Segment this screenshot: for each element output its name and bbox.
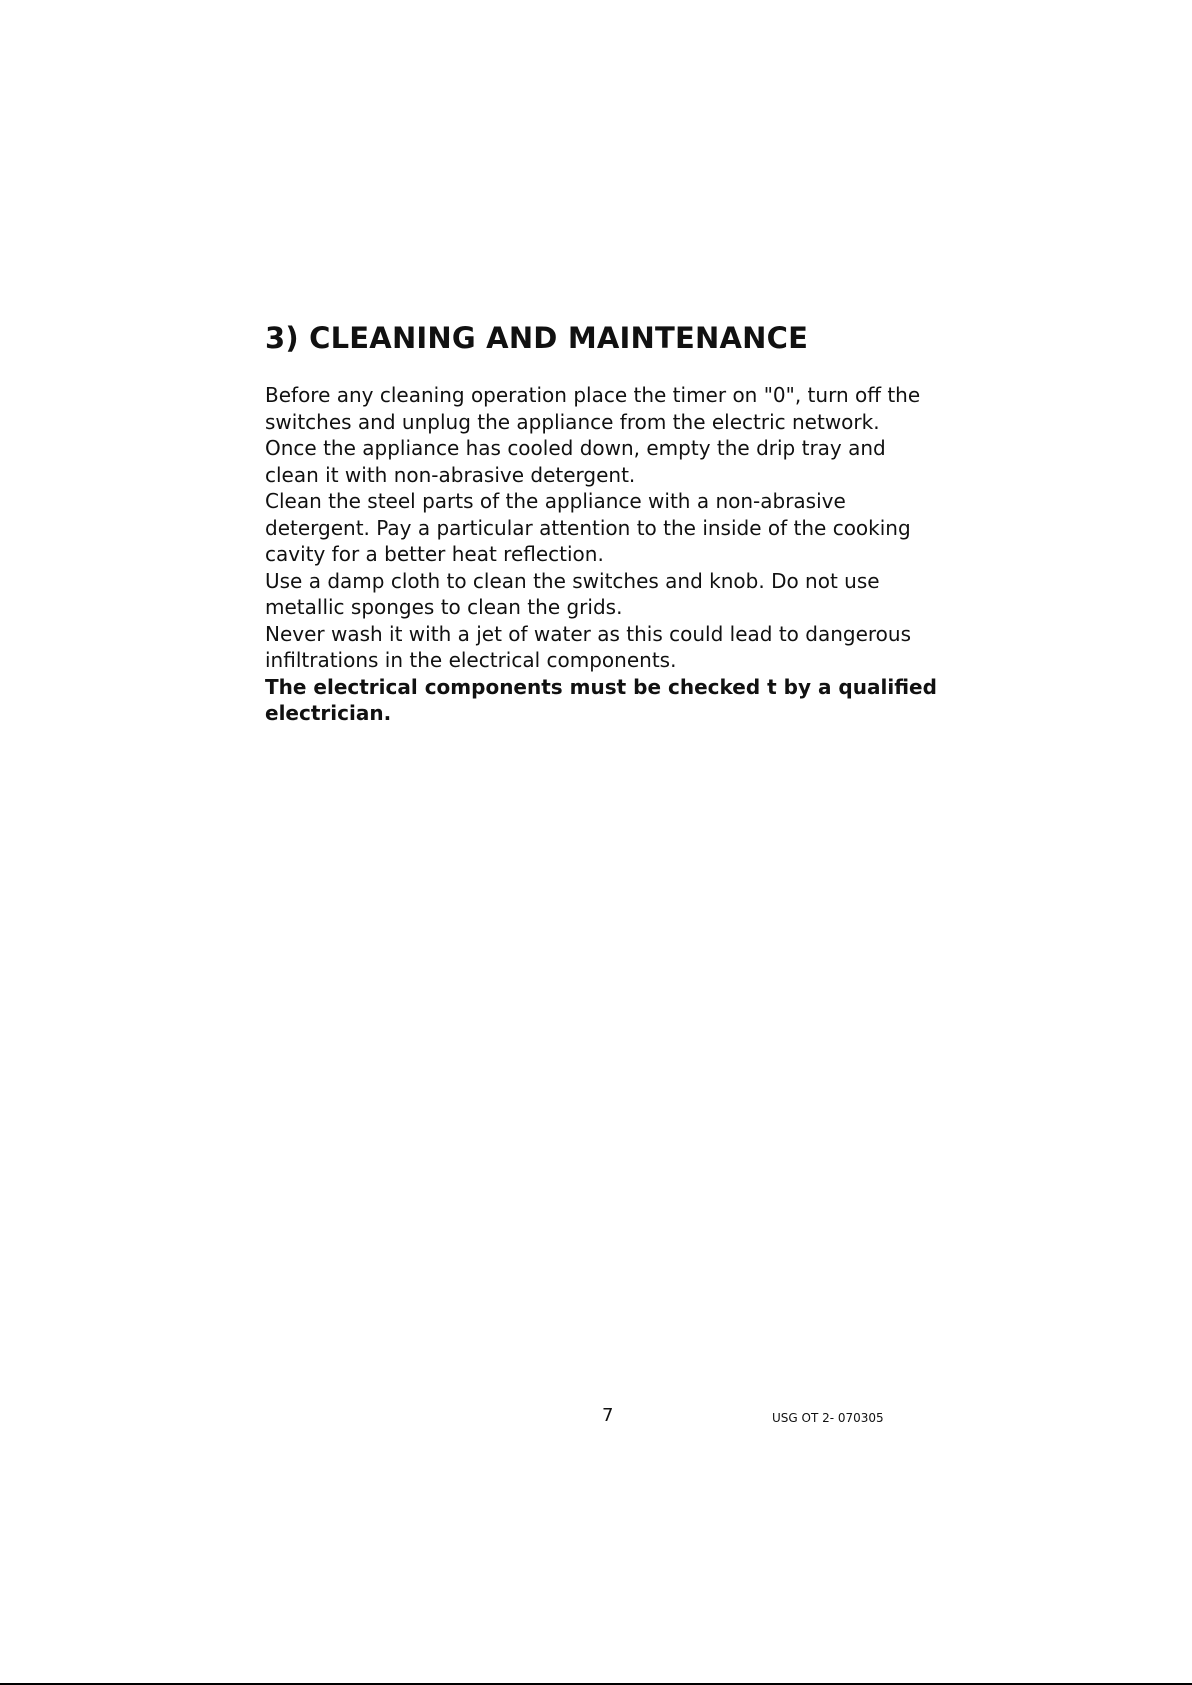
body-line: Once the appliance has cooled down, empty the drip tray and <box>265 436 886 460</box>
body-line: cavity for a better heat reflection. <box>265 542 604 566</box>
section-heading: 3) CLEANING AND MAINTENANCE <box>265 321 809 355</box>
body-line: Never wash it with a jet of water as this could lead to dangerous <box>265 621 911 646</box>
warning-line: The electrical components must be checked t by a qualified <box>265 674 937 699</box>
body-line: Use a damp cloth to clean the switches and knob. Do not use <box>265 568 880 593</box>
warning-line: electrician. <box>265 701 392 725</box>
body-line: switches and unplug the appliance from the electric network. <box>265 409 880 434</box>
body-line: clean it with non-abrasive detergent. <box>265 462 636 487</box>
page-number: 7 <box>602 1405 614 1426</box>
body-line: Before any cleaning operation place the timer on "0", turn off the <box>265 383 921 407</box>
body-line: metallic sponges to clean the grids. <box>265 595 623 619</box>
body-line: detergent. Pay a particular attention to the inside of the cooking <box>265 515 911 540</box>
body-line: Clean the steel parts of the appliance with a non-abrasive <box>265 489 846 513</box>
section-body <box>265 382 945 727</box>
body-line: infiltrations in the electrical components. <box>265 648 677 672</box>
document-code: USG OT 2- 070305 <box>772 1411 884 1425</box>
